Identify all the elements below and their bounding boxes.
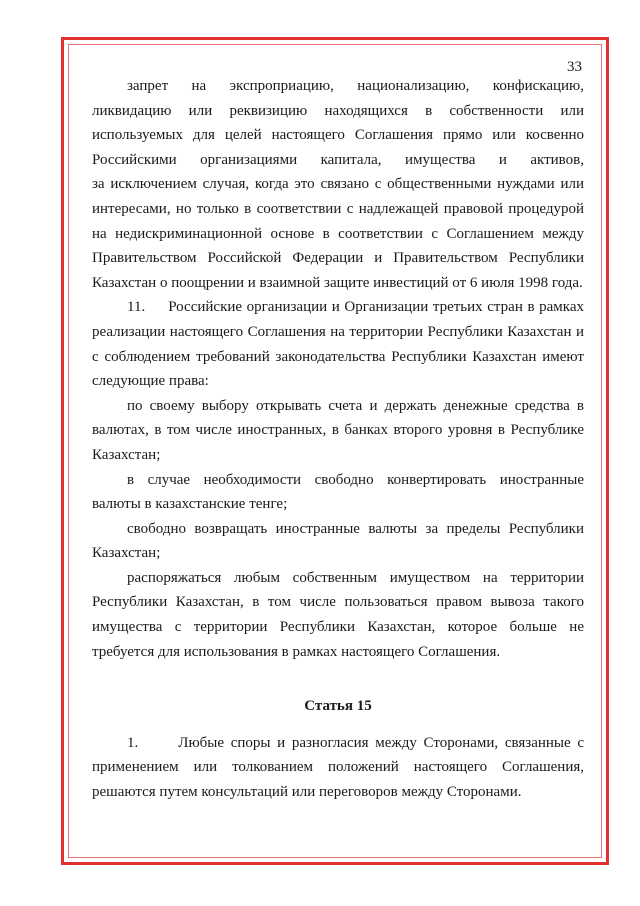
paragraph-continued xyxy=(92,74,584,295)
rights-item: в случае необходимости свободно конвертировать иностранные валюты в казахстанские тенге; xyxy=(92,471,584,513)
paragraph-line: интересами, но только в соответствии с надлежащей правовой процедурой xyxy=(92,200,584,217)
paragraph-line: ликвидацию или реквизицию находящихся в собственности или xyxy=(92,102,584,119)
paragraph-line: Правительством Российской Федерации и Правительством Республики xyxy=(92,250,584,267)
rights-list xyxy=(92,394,584,665)
document-body xyxy=(92,74,584,805)
paragraph-line: Российскими организациями капитала, имущества и активов, xyxy=(92,151,584,168)
paragraph-number: 11. xyxy=(127,299,146,316)
paragraph-text: Российские организации и Организации третьих стран в рамках реализации настоящего Соглашения на территории Республики Казахстан и с соблюдением требований законодательства Республики Казахстан имеют следующие права: xyxy=(92,299,584,390)
rights-item: распоряжаться любым собственным имуществом на территории Республики Казахстан, в том числе пользоваться правом вывоза такого имущества с территории Республики Казахстан, которое больше не требуется для использования в рамках настоящего Соглашения. xyxy=(92,569,584,660)
rights-item: свободно возвращать иностранные валюты за пределы Республики Казахстан; xyxy=(92,520,584,562)
article-title: Статья 15 xyxy=(304,698,372,715)
paragraph-11 xyxy=(92,295,584,393)
page-number: 33 xyxy=(567,59,582,75)
paragraph-line: Казахстан о поощрении и взаимной защите инвестиций от 6 июля 1998 года. xyxy=(92,274,583,291)
paragraph-line: на недискриминационной основе в соответствии с Соглашением между xyxy=(92,225,584,242)
paragraph-text: Любые споры и разногласия между Сторонами, связанные с применением или толкованием положений настоящего Соглашения, решаются путем консультаций или переговоров между Сторонами. xyxy=(92,734,584,801)
paragraph-number: 1. xyxy=(127,734,139,751)
paragraph-line: за исключением случая, когда это связано с общественными нуждами или xyxy=(92,176,584,193)
article-paragraph-1 xyxy=(92,731,584,805)
rights-item: по своему выбору открывать счета и держать денежные средства в валютах, в том числе иностранных, в банках второго уровня в Республике Казахстан; xyxy=(92,397,584,463)
paragraph-line: запрет на экспроприацию, национализацию, конфискацию, xyxy=(127,78,584,94)
paragraph-line: используемых для целей настоящего Соглашения прямо или косвенно xyxy=(92,127,584,144)
